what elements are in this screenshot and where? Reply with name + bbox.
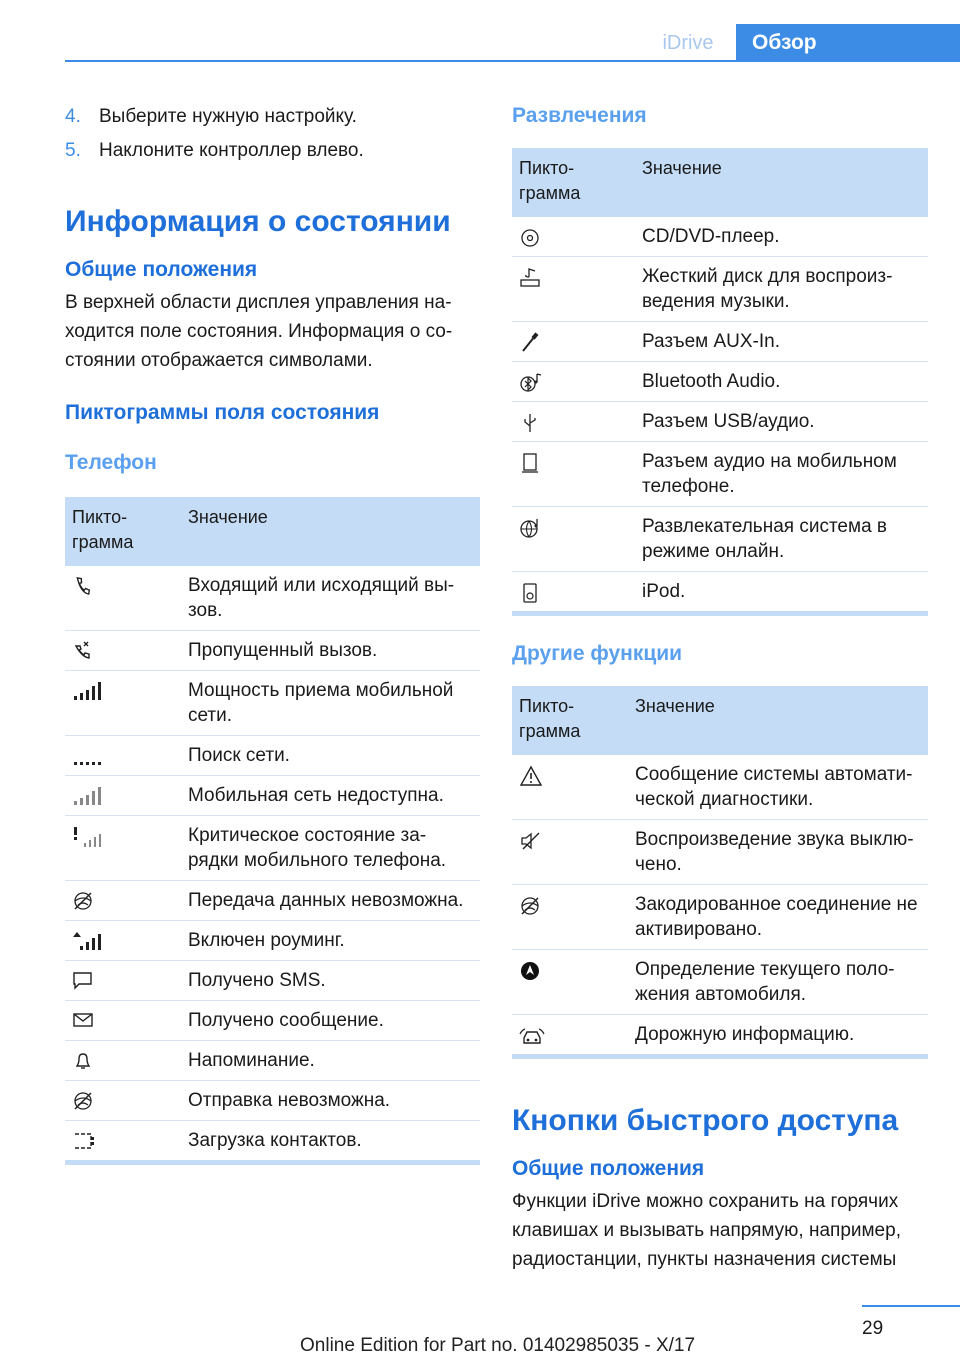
column-header-meaning: Значение	[181, 497, 480, 566]
table-row	[512, 402, 928, 442]
no-data-icon	[72, 891, 175, 911]
column-header-icon: Пикто-грамма	[512, 686, 628, 755]
subsection-title-general: Общие положения	[65, 258, 258, 281]
table-row	[512, 755, 928, 820]
table-row	[512, 820, 928, 885]
contacts-load-icon	[72, 1131, 175, 1151]
table-row	[65, 1041, 480, 1081]
row-meaning: Мобильная сеть недоступна.	[181, 776, 480, 816]
aux-plug-icon	[519, 332, 629, 354]
table-row	[512, 362, 928, 402]
envelope-icon	[72, 1011, 175, 1029]
row-meaning: Входящий или исходящий вы-зов.	[181, 566, 480, 631]
row-meaning: Поиск сети.	[181, 736, 480, 776]
row-meaning: Получено сообщение.	[181, 1001, 480, 1041]
footer-rule	[862, 1305, 960, 1307]
row-meaning: Загрузка контактов.	[188, 1130, 362, 1151]
entertainment-icons-table	[512, 148, 928, 611]
edition-footer: Online Edition for Part no. 01402985035 - X/17	[300, 1335, 696, 1356]
table-row	[65, 881, 480, 921]
row-meaning: Пропущенный вызов.	[181, 631, 480, 671]
column-header-icon: Пикто-грамма	[512, 148, 635, 217]
network-search-icon	[72, 746, 175, 766]
page-number: 29	[862, 1318, 884, 1339]
table-row	[65, 566, 480, 631]
header-tab-overview: Обзор	[736, 24, 960, 62]
step-text: Выберите нужную настройку.	[99, 106, 357, 127]
row-meaning: Закодированное соединение не активировано.	[628, 885, 928, 950]
row-meaning: iPod.	[642, 581, 686, 602]
no-network-icon	[72, 786, 175, 806]
steps-list	[65, 100, 480, 168]
table-row	[512, 885, 928, 950]
traffic-info-icon	[519, 1025, 622, 1047]
row-meaning: Определение текущего поло-жения автомобиля.	[628, 950, 928, 1015]
step-number: 5.	[65, 140, 81, 161]
battery-critical-icon	[72, 826, 175, 848]
row-meaning: Напоминание.	[181, 1041, 480, 1081]
encryption-off-icon	[519, 895, 622, 917]
table-row	[65, 961, 480, 1001]
row-meaning: Передача данных невозможна.	[181, 881, 480, 921]
row-meaning: Bluetooth Audio.	[635, 362, 928, 402]
row-meaning: Развлекательная система в режиме онлайн.	[635, 507, 928, 572]
row-meaning: Разъем AUX-In.	[635, 322, 928, 362]
missed-call-icon	[72, 641, 175, 661]
row-meaning: Отправка невозможна.	[181, 1081, 480, 1121]
row-meaning: Воспроизведение звука выклю-чено.	[628, 820, 928, 885]
location-icon	[519, 960, 622, 982]
step-item	[65, 134, 480, 168]
header-tab-idrive: iDrive	[662, 32, 714, 54]
table-row	[65, 1001, 480, 1041]
row-meaning: Жесткий диск для воспроиз-ведения музыки.	[635, 257, 928, 322]
table-row	[512, 1015, 928, 1055]
row-meaning: Разъем аудио на мобильном телефоне.	[635, 442, 928, 507]
column-header-icon: Пикто-грамма	[65, 497, 181, 566]
row-meaning: Получено SMS.	[181, 961, 480, 1001]
minor-title-other: Другие функции	[512, 642, 683, 665]
step-item	[65, 100, 480, 134]
table-row	[65, 631, 480, 671]
step-number: 4.	[65, 106, 81, 127]
bell-icon	[72, 1051, 175, 1071]
row-meaning: Сообщение системы автомати-ческой диагностики.	[628, 755, 928, 820]
table-bottom-rule	[65, 1160, 480, 1165]
ipod-icon	[519, 582, 629, 604]
warning-triangle-icon	[519, 765, 622, 787]
other-icons-table	[512, 686, 928, 1054]
table-row	[65, 671, 480, 736]
table-row	[512, 572, 928, 612]
step-text: Наклоните контроллер влево.	[99, 140, 364, 161]
table-row	[65, 1121, 480, 1161]
disc-icon	[519, 227, 629, 249]
right-column	[512, 100, 928, 1274]
signal-strength-icon	[72, 681, 175, 701]
section-title-quick-access: Кнопки быстрого доступа	[512, 1104, 899, 1137]
table-row	[512, 442, 928, 507]
header-rule	[65, 60, 960, 62]
usb-icon	[519, 412, 629, 434]
phone-icons-table	[65, 497, 480, 1160]
row-meaning: Дорожную информацию.	[635, 1024, 855, 1045]
table-row	[512, 257, 928, 322]
table-row	[65, 921, 480, 961]
column-header-meaning: Значение	[628, 686, 928, 755]
mute-icon	[519, 830, 622, 852]
minor-title-phone: Телефон	[65, 451, 157, 474]
column-header-meaning: Значение	[635, 148, 928, 217]
sms-icon	[72, 971, 175, 991]
row-meaning: Критическое состояние за-рядки мобильного телефона.	[181, 816, 480, 881]
phone-icon	[72, 576, 175, 596]
quick-paragraph: Функции iDrive можно сохранить на горячих клавишах и вызывать напрямую, например, радиостанции, пункты назначения системы	[512, 1191, 901, 1270]
send-failed-icon	[72, 1091, 175, 1111]
table-row	[512, 217, 928, 257]
subsection-title-icons: Пиктограммы поля состояния	[65, 401, 380, 424]
phone-audio-icon	[519, 452, 629, 474]
row-meaning: Включен роуминг.	[181, 921, 480, 961]
online-entertainment-icon	[519, 517, 629, 539]
table-row	[512, 322, 928, 362]
bluetooth-audio-icon	[519, 372, 629, 394]
table-row	[512, 950, 928, 1015]
row-meaning: Разъем USB/аудио.	[635, 402, 928, 442]
table-row	[65, 736, 480, 776]
subsection-title-quick-general: Общие положения	[512, 1157, 705, 1180]
table-row	[65, 1081, 480, 1121]
table-bottom-rule	[512, 611, 928, 616]
table-bottom-rule	[512, 1054, 928, 1059]
table-row	[65, 776, 480, 816]
hard-drive-icon	[519, 267, 629, 289]
row-meaning: Мощность приема мобильной сети.	[181, 671, 480, 736]
table-row	[65, 816, 480, 881]
table-row	[512, 507, 928, 572]
general-paragraph: В верхней области дисплея управления на-ходится поле состояния. Информация о со-стоянии отображается символами.	[65, 292, 453, 371]
minor-title-entertainment: Развлечения	[512, 104, 647, 127]
row-meaning: CD/DVD-плеер.	[635, 217, 928, 257]
section-title-status: Информация о состоянии	[65, 205, 451, 238]
roaming-icon	[72, 931, 175, 951]
left-column	[65, 100, 480, 1165]
